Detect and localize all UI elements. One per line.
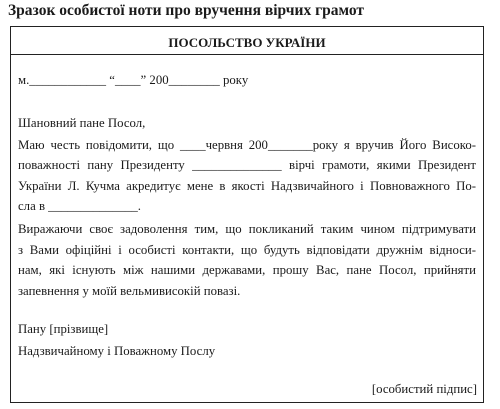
paragraph-2-line-2: з Вами офіційні і особисті контакти, що будуть відповідати дружнім відноси-: [18, 243, 476, 257]
recipient-title: Надзвичайному і Поважному Послу: [18, 344, 216, 358]
paragraph-1-line-3: України Л. Кучма акредитує мене в якості Надзвичайного і Повноважного По-: [18, 179, 476, 193]
embassy-title: ПОСОЛЬСТВО УКРАЇНИ: [168, 35, 326, 50]
paragraph-1-line-2: поважності пану Президенту ______________ вірчі грамоти, якими Президент: [18, 158, 476, 172]
salutation: Шановний пане Посол,: [18, 116, 146, 130]
paragraph-2-line-4: запевнення у моїй вельмивисокій повазі.: [18, 284, 241, 298]
document-heading: Зразок особистої ноти про вручення вірчих грамот: [8, 2, 365, 19]
note-frame: [10, 26, 484, 403]
date-line: м.____________ “____” 200________ року: [18, 73, 249, 87]
paragraph-2-line-3: нам, які існують між нашими державами, прошу Вас, пане Посол, прийняти: [18, 263, 476, 277]
recipient-name: Пану [прізвище]: [18, 322, 109, 336]
title-divider: [11, 54, 483, 55]
paragraph-2-line-1: Виражаючи своє задоволення тим, що покликаний таким чином підтримувати: [18, 222, 476, 236]
paragraph-1-line-1: Маю честь повідомити, що ____червня 200_______року я вручив Його Високо-: [18, 138, 476, 152]
signature-placeholder: [особистий підпис]: [371, 382, 477, 396]
paragraph-1-line-4: сла в ______________.: [18, 199, 141, 213]
